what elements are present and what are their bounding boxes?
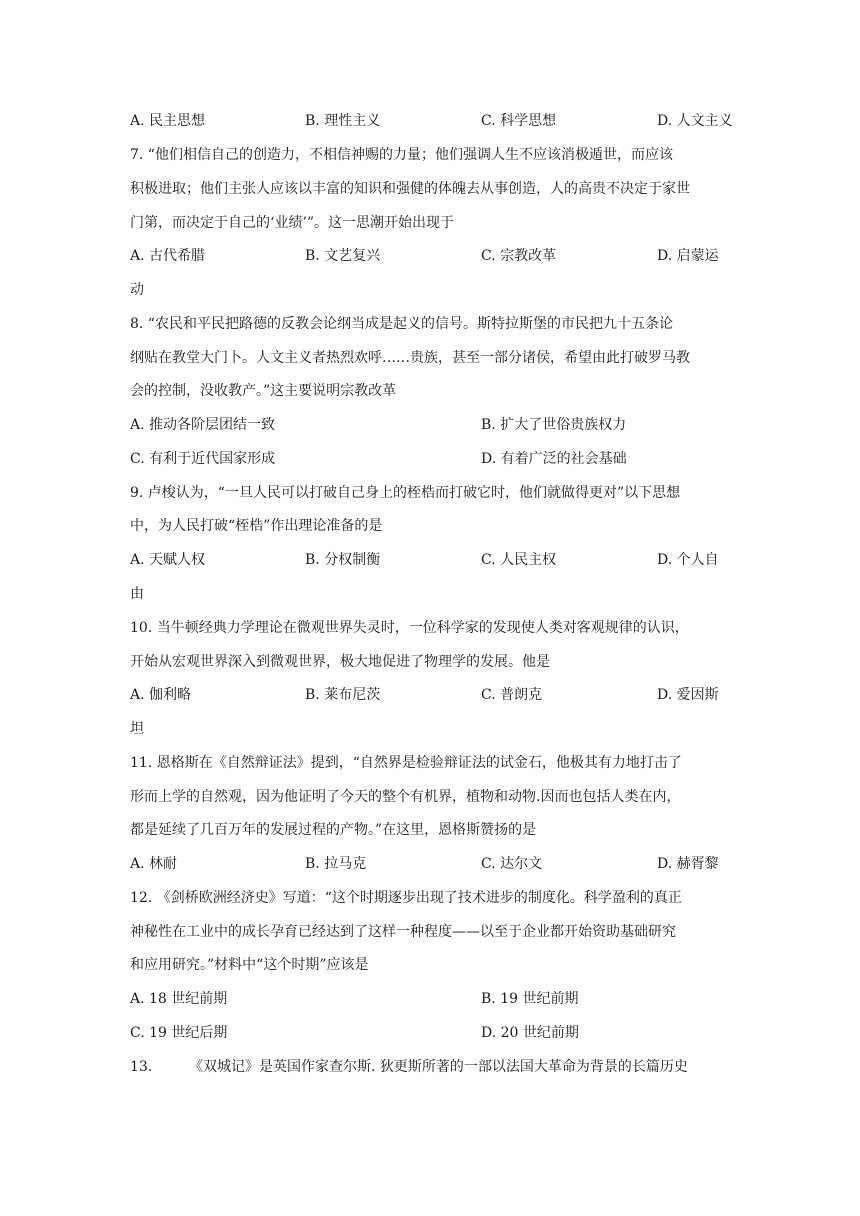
q10-stem-line: 开始从宏观世界深入到微观世界，极大地促进了物理学的发展。他是 [130, 654, 550, 670]
q11-stem-line: 11. 恩格斯在《自然辩证法》提到，“自然界是检验辩证法的试金石，他极其有力地打击了 [130, 755, 682, 771]
q7-option-b: B. 文艺复兴 [305, 248, 381, 264]
q12-option-c: C. 19 世纪后期 [130, 1025, 228, 1041]
q8-option-d: D. 有着广泛的社会基础 [481, 451, 627, 467]
q8-stem-line: 纲贴在教堂大门卜。人文主义者热烈欢呼……贵族，甚至一部分诸侯，希望由此打破罗马教 [130, 350, 690, 366]
q9-option-wrap: 由 [130, 586, 144, 602]
q13-number: 13. [130, 1059, 153, 1075]
q12-stem-line: 12. 《剑桥欧洲经济史》写道：“这个时期逐步出现了技术进步的制度化。科学盈利的真正 [130, 890, 682, 906]
q12-stem-line: 神秘性在工业中的成长孕育已经达到了这样一种程度——以至于企业都开始资助基础研究 [130, 924, 676, 940]
q7-option-wrap: 动 [130, 282, 144, 298]
q6-option-b: B. 理性主义 [305, 113, 381, 129]
q7-option-d: D. 启蒙运 [657, 248, 719, 264]
q11-stem-line: 都是延续了几百万年的发展过程的产物。”在这里，恩格斯赞扬的是 [130, 822, 537, 838]
q12-option-b: B. 19 世纪前期 [481, 991, 579, 1007]
q6-option-a: A. 民主思想 [130, 113, 206, 129]
q7-stem-line: 7. “他们相信自己的创造力，不相信神赐的力量；他们强调人生不应该消极遁世，而应该 [130, 147, 673, 163]
q8-option-a: A. 推动各阶层团结一致 [130, 417, 276, 433]
q10-option-d: D. 爱因斯 [657, 687, 719, 703]
q7-option-c: C. 宗教改革 [481, 248, 557, 264]
q10-option-a: A. 伽利略 [130, 687, 192, 703]
q12-option-d: D. 20 世纪前期 [481, 1025, 579, 1041]
q8-option-b: B. 扩大了世俗贵族权力 [481, 417, 627, 433]
q8-stem-line: 8. “农民和平民把路德的反教会论纲当成是起义的信号。斯特拉斯堡的市民把九十五条论 [130, 316, 673, 332]
q10-stem-line: 10. 当牛顿经典力学理论在微观世界失灵时，一位科学家的发现使人类对客观规律的认识， [130, 620, 689, 636]
q7-option-a: A. 古代希腊 [130, 248, 206, 264]
q9-option-b: B. 分权制衡 [305, 552, 381, 568]
q11-option-b: B. 拉马克 [305, 856, 367, 872]
q9-option-c: C. 人民主权 [481, 552, 557, 568]
q12-option-a: A. 18 世纪前期 [130, 991, 228, 1007]
q8-stem-line: 会的控制，没收教产。”这主要说明宗教改革 [130, 383, 397, 399]
q13-stem-line: 《双城记》是英国作家查尔斯. 狄更斯所著的一部以法国大革命为背景的长篇历史 [189, 1059, 688, 1075]
q10-option-b: B. 莱布尼茨 [305, 687, 381, 703]
q11-option-c: C. 达尔文 [481, 856, 543, 872]
q11-option-d: D. 赫胥黎 [657, 856, 719, 872]
q9-stem-line: 9. 卢梭认为，“一旦人民可以打破自己身上的桎梏而打破它时，他们就做得更对”以下思想 [130, 485, 681, 501]
q10-option-wrap: 坦 [130, 721, 144, 737]
q9-stem-line: 中，为人民打破“桎梏”作出理论准备的是 [130, 518, 383, 534]
q10-option-c: C. 普朗克 [481, 687, 543, 703]
q9-option-d: D. 个人自 [657, 552, 719, 568]
q11-stem-line: 形而上学的自然观，因为他证明了今天的整个有机界，植物和动物.因而也包括人类在内， [130, 789, 681, 805]
q7-stem-line: 积极进取；他们主张人应该以丰富的知识和强健的体魄去从事创造，人的高贵不决定于家世 [130, 181, 690, 197]
q7-stem-line: 门第，而决定于自己的‘业绩’”。这一思潮开始出现于 [130, 215, 455, 231]
q8-option-c: C. 有利于近代国家形成 [130, 451, 276, 467]
q12-stem-line: 和应用研究。”材料中“这个时期”应该是 [130, 957, 369, 973]
q6-option-c: C. 科学思想 [481, 113, 557, 129]
q11-option-a: A. 林耐 [130, 856, 178, 872]
q9-option-a: A. 天赋人权 [130, 552, 206, 568]
q6-option-d: D. 人文主义 [657, 113, 733, 129]
